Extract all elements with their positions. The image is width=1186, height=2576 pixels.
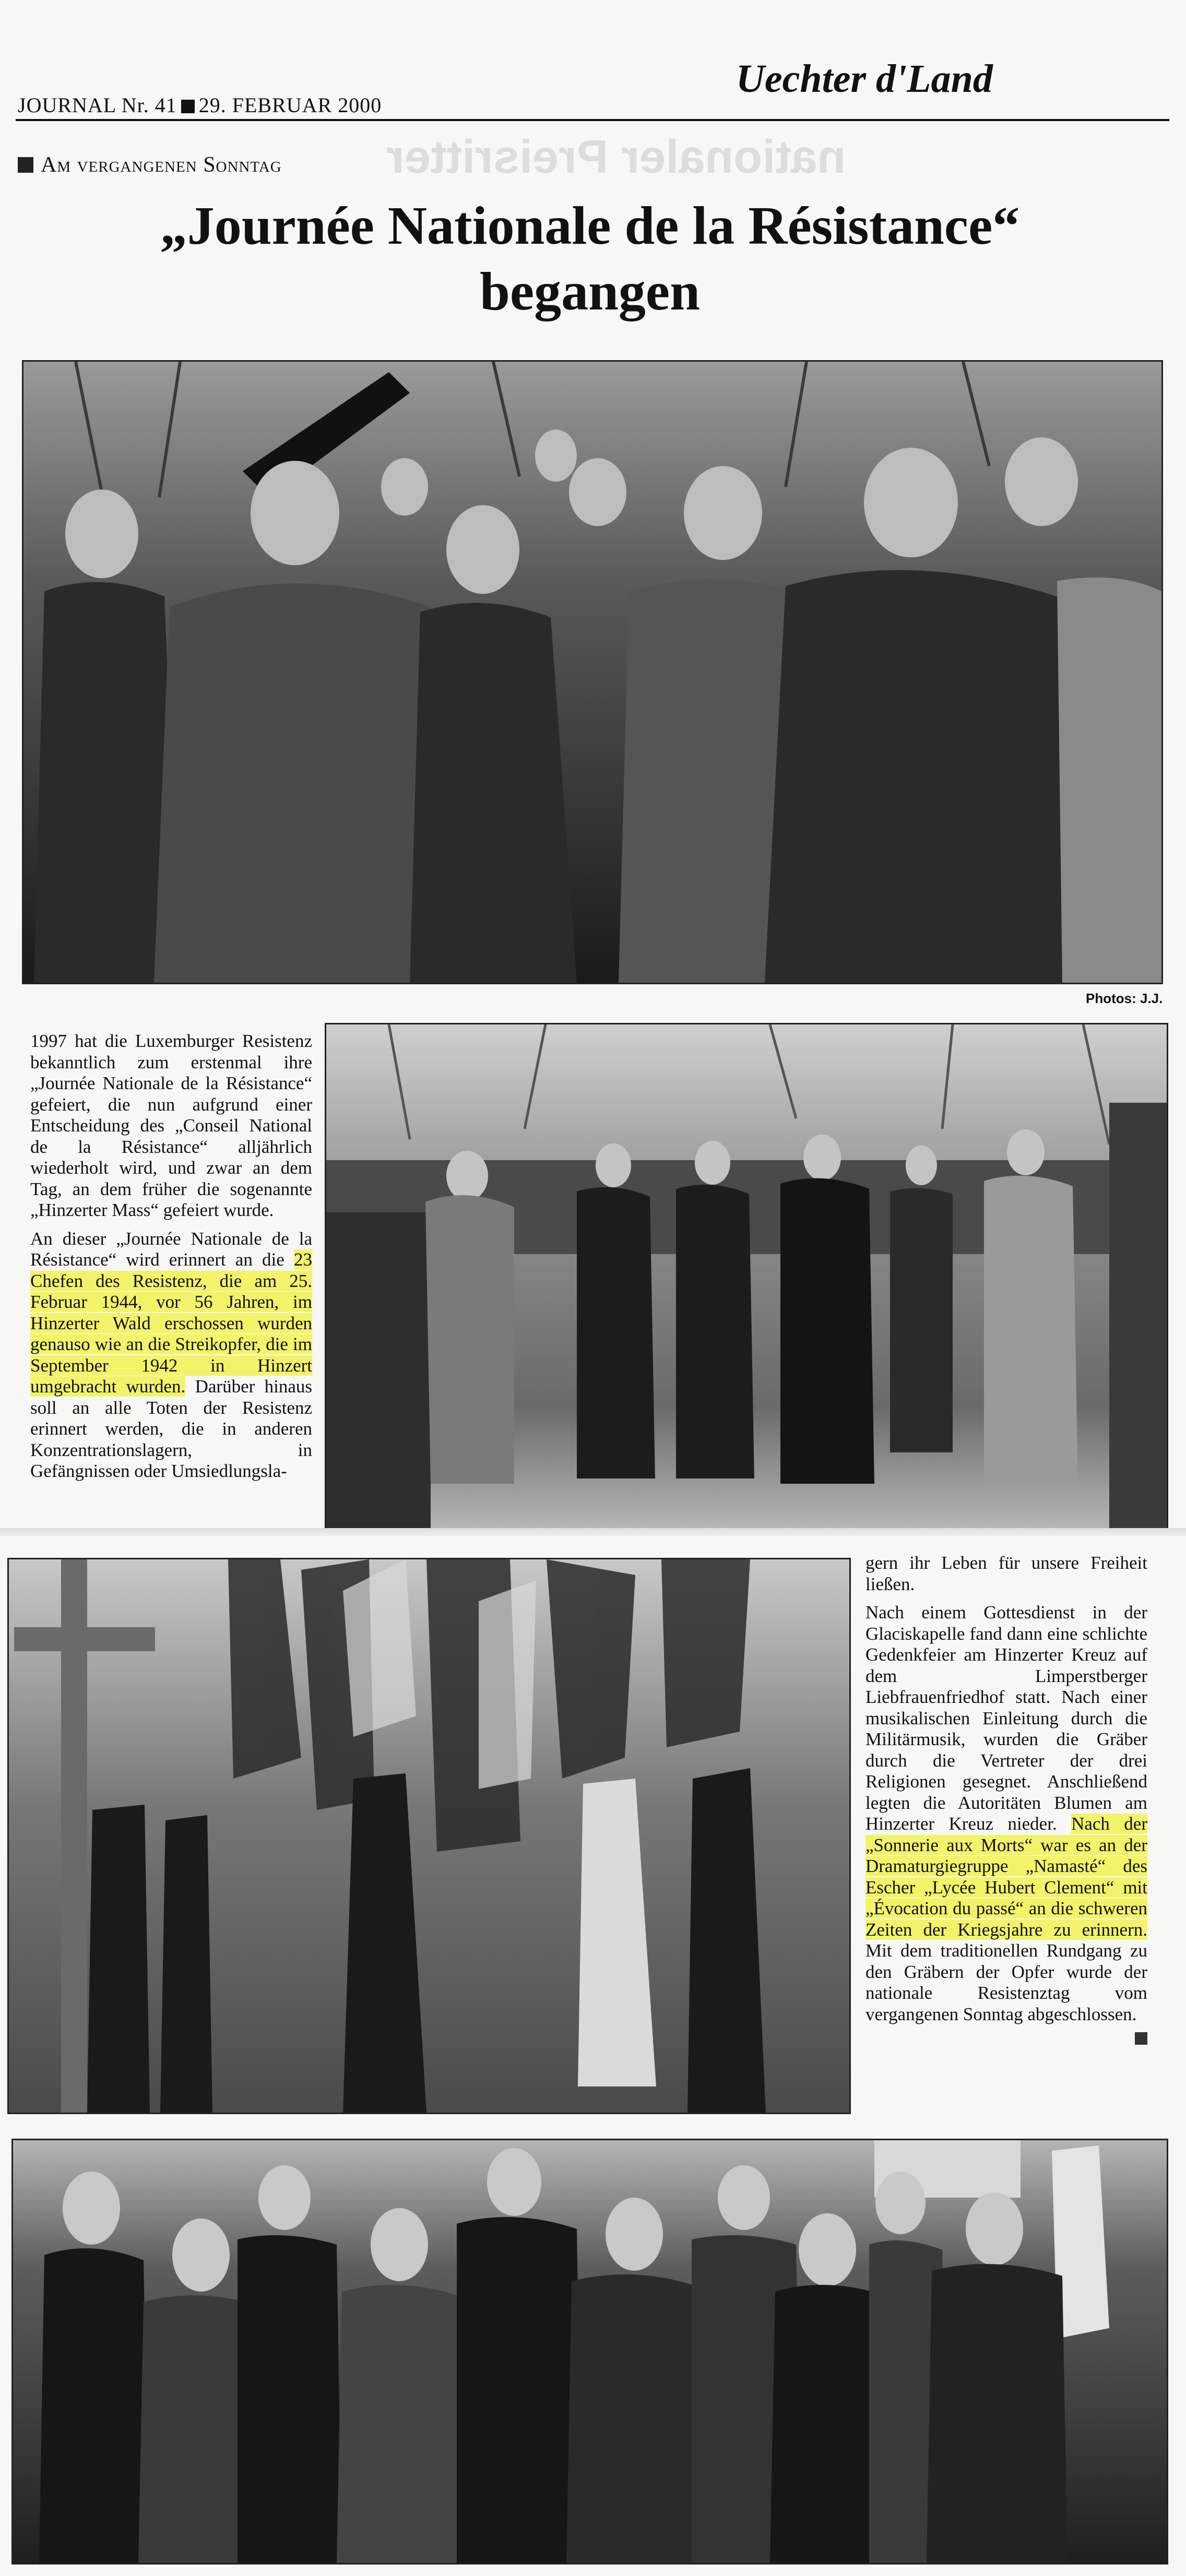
photo-drama-group: [11, 2139, 1168, 2565]
page-seam: [0, 1528, 1186, 1536]
headline-line-1: „Journée Nationale de la Résistance“: [160, 196, 1020, 256]
issue-date: 29. FEBRUAR 2000: [198, 93, 382, 117]
journal-issue-date: [18, 93, 382, 117]
article-end-mark: [1135, 2032, 1147, 2045]
paragraph-3-intro: Nach einem Gottesdienst in der Glaciskapelle fand dann eine schlichte Gedenkfeier am Hinzerter Kreuz auf dem Limperstberger Liebfrauenfriedhof statt. Nach einer musikalischen Einleitung durch die Militärmusik, wurden die Gräber durch die Vertreter der drei Religionen gesegnet. Anschließend legten die Autoritäten Blumen am Hinzerter Kreuz nieder.: [865, 1602, 1147, 1834]
photo-flag-bearers: [7, 1558, 851, 2114]
square-bullet-icon: [181, 100, 195, 113]
photo-credit: Photos: J.J.: [1086, 991, 1163, 1006]
section-kicker: [18, 152, 282, 177]
article-column-1: [30, 1031, 312, 1489]
paragraph-3-rest: Mit dem traditionellen Rundgang zu den Gräbern der Opfer wurde der nationale Resistenztag vom vergangenen Sonntag abgeschlossen.: [865, 1940, 1147, 2024]
photo-crowd-veterans: [22, 360, 1163, 984]
region-title: Uechter d'Land: [736, 57, 993, 101]
highlighted-passage-2: Nach der „Sonnerie aux Morts“ war es an der Dramaturgiegruppe „Namasté“ des Escher „Lycée Hubert Clement“ mit „Évocation du passé“ an die schweren Zeiten der Kriegsjahre zu erinnern.: [865, 1814, 1147, 1940]
highlighted-passage-1: 23 Chefen des Resistenz, die am 25. Februar 1944, vor 56 Jahren, im Hinzerter Wald erschossen wurden genauso wie an die Streikopfer, die im September 1942 in Hinzert umgebracht wurden.: [30, 1249, 312, 1397]
header-rule: [16, 119, 1169, 121]
article-headline: [42, 193, 1138, 325]
article-paragraph-3: [865, 1602, 1147, 2025]
journal-number: JOURNAL Nr. 41: [18, 93, 177, 117]
square-bullet-icon: [18, 157, 33, 173]
article-column-2: [865, 1553, 1147, 2045]
show-through-text: nationaler Preisritter: [386, 131, 846, 183]
headline-line-2: begangen: [480, 261, 700, 321]
section-label: Am vergangenen Sonntag: [41, 153, 282, 177]
article-paragraph-2: [30, 1229, 312, 1482]
article-paragraph-1: 1997 hat die Luxemburger Resistenz bekanntlich zum erstenmal ihre „Journée Nationale de la Résistance“ gefeiert, die nun aufgrund einer Entscheidung des „Conseil National de la Résistance“ alljährlich wiederholt wird, und zwar an dem Tag, an dem früher die sogenannte „Hinzerter Mass“ gefeiert wurde.: [30, 1031, 312, 1220]
photo-officials: [325, 1023, 1168, 1535]
article-paragraph-2-continued: gern ihr Leben für unsere Freiheit ließen.: [865, 1553, 1147, 1594]
paragraph-2-intro: An dieser „Journée Nationale de la Résistance“ wird erinnert an die: [30, 1228, 312, 1270]
paragraph-2-rest: Darüber hinaus soll an alle Toten der Resistenz erinnert werden, die in anderen Konzentrationslagern, in Gefängnissen oder Umsiedlungsla-: [30, 1376, 312, 1481]
